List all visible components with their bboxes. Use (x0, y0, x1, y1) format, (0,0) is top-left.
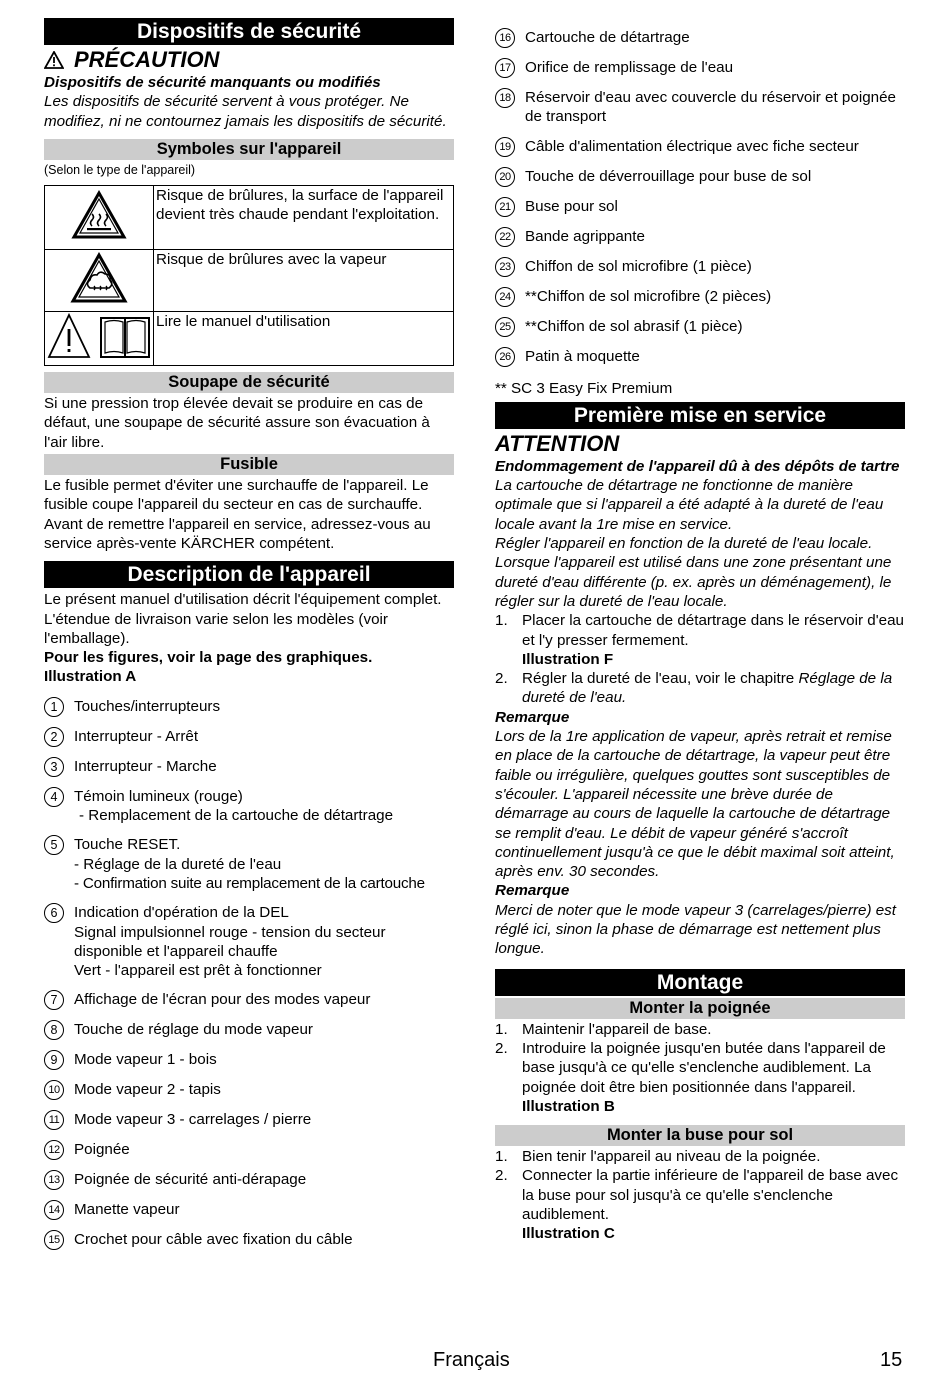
section-title-safety: Dispositifs de sécurité (44, 18, 454, 45)
item-text: Buse pour sol (525, 197, 618, 215)
item-number: 16 (495, 28, 515, 48)
fuse-text-2: Avant de remettre l'appareil en service, adressez-vous au service après-vente KÄRCHER compétent. (44, 515, 431, 552)
remark-text: Lors de la 1re application de vapeur, après retrait et remise en place de la cartouche de détartrage, la vapeur peut être faible ou irrégulière, quelques gouttes sont susceptibles de s'écouler. L'appareil nécessite une brève durée de démarrage au cours de laquelle la cartouche de détartrage se remplit d'eau. Le débit de vapeur généré s'accroît continuellement jusqu'à ce que le débit maximal soit atteint, après env. 30 secondes. (495, 728, 895, 881)
list-item (495, 227, 905, 247)
chapter-reference: Réglage de la dureté de l'eau. (522, 670, 893, 707)
warning-triangle-icon (44, 51, 64, 69)
list-item: 2. Régler la dureté de l'eau, voir le chapitre Réglage de la dureté de l'eau. (495, 670, 893, 707)
list-item (495, 167, 905, 187)
footnote: ** SC 3 Easy Fix Premium (495, 379, 673, 397)
symbol-text: Risque de brûlures, la surface de l'appareil devient très chaude pendant l'exploitation. (154, 185, 454, 249)
item-number: 8 (44, 1020, 64, 1040)
list-item: 2. Introduire la poignée jusqu'en butée dans l'appareil de base jusqu'à ce qu'elle s'enclenche audiblement. La poignée doit être bien positionnée dans l'appareil. Illustration B (495, 1039, 905, 1116)
precaution-heading (44, 47, 454, 73)
item-number: 15 (44, 1230, 64, 1250)
item-number: 24 (495, 287, 515, 307)
attention-text-1: La cartouche de détartrage ne fonctionne de manière optimale que si l'appareil a été adapté à la dureté de l'eau locale avant la 1re mise en service. (495, 477, 884, 533)
item-number: 18 (495, 88, 515, 108)
step-text: Régler la dureté de l'eau, voir le chapitre (522, 670, 799, 688)
list-item (495, 347, 905, 367)
symbol-icon-cell (45, 249, 154, 311)
list-item (44, 903, 454, 980)
item-text: Témoin lumineux (rouge) (74, 787, 243, 805)
item-text: Crochet pour câble avec fixation du câble (74, 1231, 353, 1249)
list-item (44, 1170, 454, 1190)
list-item (44, 1080, 454, 1100)
item-text: Chiffon de sol microfibre (1 pièce) (525, 257, 752, 275)
list-item (44, 990, 454, 1010)
symbol-icon-cell (45, 185, 154, 249)
subsection-title-symbols: Symboles sur l'appareil (44, 139, 454, 160)
table-row (45, 249, 454, 311)
item-text: **Chiffon de sol abrasif (1 pièce) (525, 317, 743, 335)
item-number: 21 (495, 197, 515, 217)
remark-title: Remarque (495, 708, 570, 726)
item-text: Bande agrippante (525, 227, 645, 245)
attention-subtitle: Endommagement de l'appareil dû à des dépôts de tartre (495, 457, 900, 475)
item-text: Interrupteur - Marche (74, 757, 217, 775)
list-item (495, 88, 905, 127)
footer-language: Français (433, 1349, 510, 1371)
list-item (44, 757, 454, 777)
read-manual-icon (47, 312, 151, 360)
item-text: **Chiffon de sol microfibre (2 pièces) (525, 287, 772, 305)
list-item (44, 1110, 454, 1130)
section-title-description: Description de l'appareil (44, 561, 454, 588)
section-title-first-use: Première mise en service (495, 402, 905, 429)
item-text: Cartouche de détartrage (525, 29, 690, 46)
list-item: 1. Maintenir l'appareil de base. (495, 1020, 905, 1039)
item-text: Indication d'opération de la DEL (74, 904, 289, 922)
item-number: 20 (495, 167, 515, 187)
item-text: Câble d'alimentation électrique avec fiche secteur (525, 137, 859, 155)
section-title-montage: Montage (495, 969, 905, 996)
step-illustration: Illustration C (522, 1225, 615, 1243)
symbol-text: Risque de brûlures avec la vapeur (154, 249, 454, 311)
list-item: 1. Bien tenir l'appareil au niveau de la poignée. (495, 1147, 905, 1166)
item-number: 14 (44, 1200, 64, 1220)
step-text: Introduire la poignée jusqu'en butée dans l'appareil de base jusqu'à ce qu'elle s'enclenche audiblement. La poignée doit être bien positionnée dans l'appareil. (522, 1039, 886, 1096)
list-item (495, 28, 905, 48)
item-number: 4 (44, 787, 64, 807)
item-number: 19 (495, 137, 515, 157)
subsection-title-handle: Monter la poignée (495, 998, 905, 1019)
step-illustration: Illustration B (522, 1097, 615, 1115)
item-text: Touche RESET. (74, 836, 181, 854)
subsection-title-fuse: Fusible (44, 454, 454, 475)
item-text: Touche de réglage du mode vapeur (74, 1021, 313, 1039)
item-number: 6 (44, 903, 64, 923)
item-number: 23 (495, 257, 515, 277)
subsection-title-valve: Soupape de sécurité (44, 372, 454, 393)
list-item (44, 1200, 454, 1220)
item-number: 26 (495, 347, 515, 367)
symbol-icon-cell (45, 311, 154, 365)
precaution-subtitle: Dispositifs de sécurité manquants ou modifiés (44, 74, 381, 91)
precaution-text: Les dispositifs de sécurité servent à vous protéger. Ne modifiez, ni ne contournez jamais les dispositifs de sécurité. (44, 93, 447, 130)
description-figures-note: Pour les figures, voir la page des graphiques. (44, 649, 373, 667)
attention-title: ATTENTION (495, 430, 620, 456)
component-list-left (44, 697, 454, 1251)
item-text: Touches/interrupteurs (74, 697, 221, 715)
symbols-note: (Selon le type de l'appareil) (44, 162, 196, 177)
item-number: 17 (495, 58, 515, 78)
item-number: 11 (44, 1110, 64, 1130)
hot-steam-warning-icon (70, 252, 128, 304)
item-text: Mode vapeur 2 - tapis (74, 1081, 221, 1099)
nozzle-steps (495, 1147, 905, 1243)
list-item (495, 257, 905, 277)
item-number: 10 (44, 1080, 64, 1100)
symbol-text: Lire le manuel d'utilisation (154, 311, 454, 365)
item-number: 22 (495, 227, 515, 247)
list-item (44, 1020, 454, 1040)
item-number: 25 (495, 317, 515, 337)
item-number: 12 (44, 1140, 64, 1160)
step-text: Bien tenir l'appareil au niveau de la poignée. (522, 1148, 821, 1166)
list-item (44, 1230, 454, 1250)
item-text: Touche de déverrouillage pour buse de sol (525, 167, 812, 185)
hot-surface-warning-icon (71, 190, 127, 240)
list-item (495, 287, 905, 307)
table-row (45, 185, 454, 249)
attention-text-2: Régler l'appareil en fonction de la dureté de l'eau locale. Lorsque l'appareil est utilisé dans une zone présentant une dureté d'eau différente (p. ex. après un déménagement), le régler sur la dureté de l'eau locale. (495, 535, 892, 610)
item-number: 1 (44, 697, 64, 717)
page-number: 15 (880, 1349, 903, 1371)
item-text: Orifice de remplissage de l'eau (525, 59, 734, 76)
item-text: Mode vapeur 1 - bois (74, 1051, 217, 1069)
component-list-right (495, 28, 905, 367)
remark-text: Merci de noter que le mode vapeur 3 (carrelages/pierre) est réglé ici, sinon la phase de démarrage est nettement plus longue. (495, 901, 896, 958)
list-item (44, 835, 454, 893)
subsection-title-nozzle: Monter la buse pour sol (495, 1125, 905, 1146)
item-number: 13 (44, 1170, 64, 1190)
first-use-steps (495, 611, 905, 707)
item-text: Mode vapeur 3 - carrelages / pierre (74, 1111, 312, 1129)
item-text: Affichage de l'écran pour des modes vapeur (74, 991, 371, 1009)
item-text: Poignée (74, 1141, 130, 1159)
list-item (44, 727, 454, 747)
item-number: 3 (44, 757, 64, 777)
item-subtext: Signal impulsionnel rouge - tension du secteur disponible et l'appareil chauffe (74, 923, 386, 960)
item-number: 5 (44, 835, 64, 855)
item-subtext: Vert - l'appareil est prêt à fonctionner (74, 962, 322, 980)
table-row (45, 311, 454, 365)
description-illustration: Illustration A (44, 668, 137, 686)
item-text: Poignée de sécurité anti-dérapage (74, 1171, 307, 1189)
item-text: Réservoir d'eau avec couvercle du réservoir et poignée de transport (525, 89, 896, 126)
step-text: Placer la cartouche de détartrage dans le réservoir d'eau et l'y presser fermement. (522, 612, 904, 649)
list-item (495, 197, 905, 217)
handle-steps (495, 1020, 905, 1116)
item-text: Patin à moquette (525, 347, 640, 365)
list-item (44, 1140, 454, 1160)
list-item (44, 787, 454, 826)
precaution-title: PRÉCAUTION (74, 47, 220, 72)
step-text: Connecter la partie inférieure de l'appareil de base avec la buse pour sol jusqu'à ce qu'elle s'enclenche audiblement. (522, 1167, 899, 1223)
list-item (44, 697, 454, 717)
item-number: 9 (44, 1050, 64, 1070)
symbols-table (44, 185, 454, 366)
description-text: Le présent manuel d'utilisation décrit l'équipement complet. L'étendue de livraison varie selon les modèles (voir l'emballage). (44, 591, 442, 647)
remark-title: Remarque (495, 882, 570, 900)
list-item: 1. Placer la cartouche de détartrage dans le réservoir d'eau et l'y presser fermement. Illustration F (495, 612, 904, 668)
item-subtext: - Réglage de la dureté de l'eau (74, 855, 282, 873)
item-subtext: - Remplacement de la cartouche de détartrage (79, 807, 394, 825)
item-text: Manette vapeur (74, 1201, 180, 1219)
item-text: Interrupteur - Arrêt (74, 727, 199, 745)
list-item: 2. Connecter la partie inférieure de l'appareil de base avec la buse pour sol jusqu'à ce qu'elle s'enclenche audiblement. Illustration C (495, 1166, 905, 1243)
left-column (44, 18, 454, 1250)
item-subtext: - Confirmation suite au remplacement de la cartouche (74, 874, 425, 892)
valve-text: Si une pression trop élevée devait se produire en cas de défaut, une soupape de sécurité assure son évacuation à l'air libre. (44, 395, 430, 451)
list-item (495, 317, 905, 337)
list-item (44, 1050, 454, 1070)
step-illustration: Illustration F (522, 650, 614, 668)
item-number: 7 (44, 990, 64, 1010)
fuse-text-1: Le fusible permet d'éviter une surchauffe de l'appareil. Le fusible coupe l'appareil du secteur en cas de surchauffe. (44, 477, 429, 514)
right-column (495, 20, 905, 1244)
list-item (495, 58, 905, 78)
item-number: 2 (44, 727, 64, 747)
list-item (495, 137, 905, 157)
step-text: Maintenir l'appareil de base. (522, 1020, 712, 1038)
